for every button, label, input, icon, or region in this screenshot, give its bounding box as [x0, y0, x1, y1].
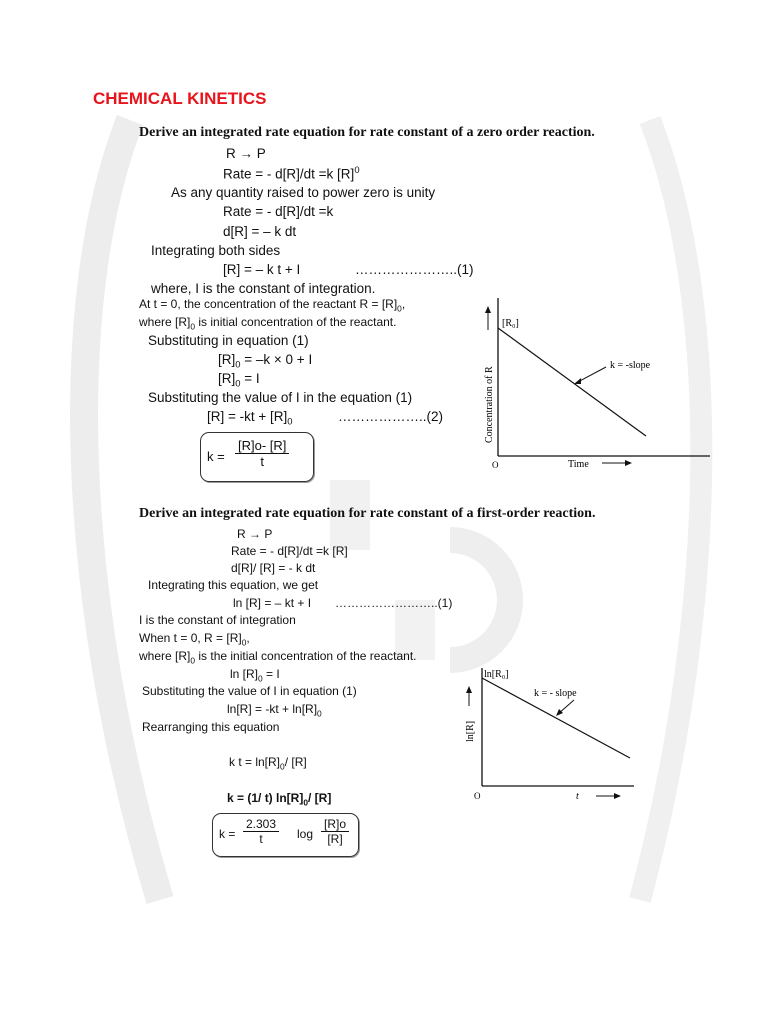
zero-ylabel: Concentration of R — [484, 366, 495, 443]
first-integrating-note: Integrating this equation, we get — [148, 578, 319, 592]
first-fraction-num: 2.303 — [246, 817, 277, 831]
zero-eq1-ref: …………………..(1) — [355, 262, 474, 277]
zero-r0-label: [R₀] — [502, 318, 519, 329]
zero-xlabel: Time — [568, 459, 589, 470]
first-fraction-1 — [243, 817, 279, 846]
zero-order-graph — [478, 288, 718, 473]
zero-r0-equals-i: $[R]_0 = I$ — [218, 371, 260, 390]
first-order-graph — [462, 664, 642, 804]
zero-substituting-note: Substituting in equation (1) — [148, 333, 309, 348]
zero-slope-label: k = -slope — [610, 360, 651, 371]
zero-rate-law: Rate = - d[R]/dt =k $[R]^0$ — [223, 165, 360, 182]
zero-origin: O — [492, 460, 499, 470]
first-ylabel: ln[R] — [465, 720, 476, 742]
first-eq1-ref: ……………………..(1) — [335, 596, 453, 610]
zero-fraction — [235, 438, 289, 469]
zero-line — [498, 328, 646, 436]
first-xlabel: t — [576, 791, 579, 802]
y-arrow-icon — [466, 686, 472, 693]
first-k-eq: k = (1/ t) $\ln[R]_0/$ [R] — [227, 791, 332, 808]
zero-integrated-eq: [R] = – k t + I — [223, 262, 301, 277]
first-initial-condition: When t = 0, $R = [R]_0$, — [139, 631, 250, 648]
box-k-label: k = — [219, 827, 236, 841]
slope-arrow-icon — [574, 378, 581, 384]
first-integrated-eq: ln [R] = – kt + I — [233, 596, 312, 610]
zero-fraction-den: t — [260, 454, 265, 469]
zero-fraction-num: [R]o- [R] — [238, 438, 287, 453]
zero-unity-note: As any quantity raised to power zero is unity — [171, 185, 436, 200]
first-lnr0-label: ln[R₀] — [484, 669, 509, 680]
zero-final-eq: $[R] = -kt + [R]_0$ — [207, 409, 293, 428]
zero-sub-eq: $[R]_0 = -k \times 0 + I$ — [218, 352, 313, 371]
zero-rate-constant-box — [200, 432, 314, 482]
zero-rate-k: Rate = - d[R]/dt =k — [223, 204, 334, 219]
zero-differential: d[R] = – k dt — [223, 224, 297, 239]
log-label: log — [297, 827, 314, 841]
box-k-label: k = — [207, 449, 225, 464]
zero-eq2-ref: ………………..(2) — [338, 409, 444, 424]
first-initial-def: where $[R]_0$ is the initial concentration of the reactant. — [139, 649, 417, 666]
first-final-eq: $\ln[R] = -kt + \ln[R]_0$ — [227, 702, 322, 719]
zero-order-heading: Derive an integrated rate equation for rate constant of a zero order reaction. — [139, 125, 595, 140]
first-fraction2-den: [R] — [327, 832, 343, 846]
first-rate-law: Rate = - d[R]/dt =k [R] — [231, 544, 348, 558]
zero-integrating-note: Integrating both sides — [151, 243, 281, 258]
zero-initial-def: where $[R]_0$ is initial concentration of the reactant. — [139, 315, 397, 332]
zero-constant-note: where, I is the constant of integration. — [151, 281, 376, 296]
page-title: CHEMICAL KINETICS — [93, 89, 267, 108]
zero-substituting-value: Substituting the value of I in the equation (1) — [148, 390, 413, 405]
zero-initial-condition: At t = 0, the concentration of the reactant $R = [R]_0$, — [139, 297, 406, 314]
first-substituting-value: Substituting the value of I in equation (1) — [142, 684, 357, 698]
first-ln-r0-equals-i: $\ln [R]_0 = I$ — [230, 667, 280, 684]
first-reaction: R → P — [237, 527, 273, 541]
x-arrow-icon — [625, 460, 632, 466]
y-arrow-icon — [485, 306, 491, 313]
x-arrow-icon — [614, 793, 621, 799]
first-slope-label: k = - slope — [534, 688, 577, 699]
zero-reaction: R → P — [226, 146, 266, 161]
first-order-heading: Derive an integrated rate equation for rate constant of a first-order reaction. — [139, 506, 596, 521]
first-origin: O — [474, 791, 481, 801]
first-differential: d[R]/ [R] = - k dt — [231, 561, 316, 575]
first-fraction2-num: [R]o — [324, 817, 347, 831]
first-rate-constant-box — [212, 813, 359, 857]
first-fraction-den: t — [259, 832, 263, 846]
first-rearranging-note: Rearranging this equation — [142, 720, 280, 734]
first-constant-note: I is the constant of integration — [139, 613, 296, 627]
first-fraction-2 — [321, 817, 349, 846]
first-kt-eq: k $t = \ln[R]_0/$ [R] — [229, 755, 307, 772]
